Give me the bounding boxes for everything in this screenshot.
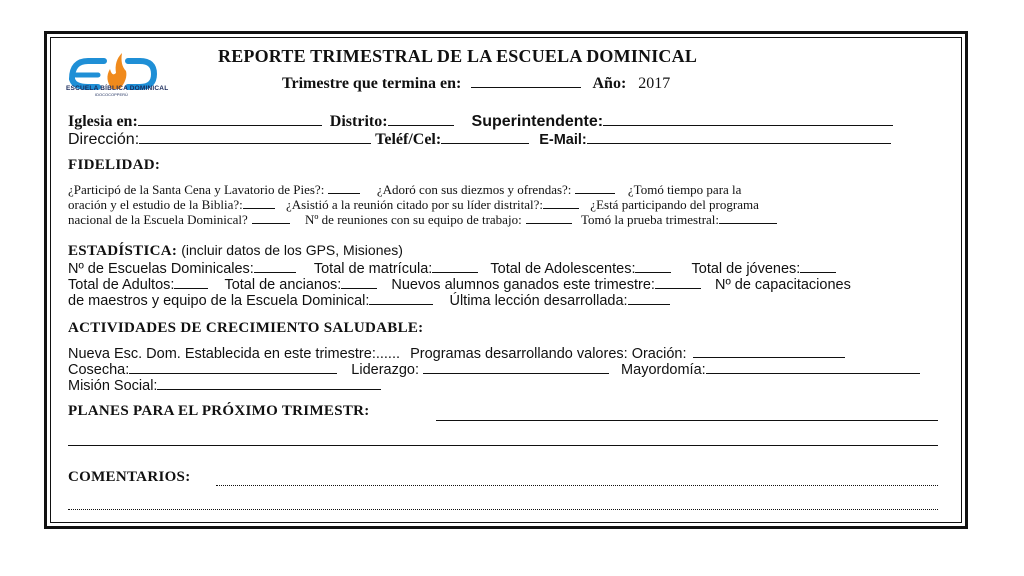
fidelidad-line-2 bbox=[68, 197, 759, 213]
prueba-question: Tomó la prueba trimestral: bbox=[580, 212, 720, 227]
planes-field-1[interactable] bbox=[436, 419, 938, 421]
capacitaciones-label: Nº de capacitaciones bbox=[714, 277, 851, 293]
email-label: E-Mail: bbox=[539, 132, 587, 148]
mision-social-field[interactable] bbox=[157, 388, 381, 390]
trimestre-label: Trimestre que termina en: bbox=[282, 75, 462, 92]
telef-field[interactable] bbox=[441, 142, 529, 144]
iglesia-field[interactable] bbox=[138, 124, 322, 126]
estadistica-line-3 bbox=[68, 293, 670, 309]
liderazgo-field[interactable] bbox=[423, 372, 609, 374]
iglesia-label: Iglesia en: bbox=[68, 113, 138, 130]
cosecha-field[interactable] bbox=[129, 372, 337, 374]
reuniones-field[interactable] bbox=[526, 222, 572, 224]
comentarios-field-1[interactable] bbox=[216, 484, 938, 486]
jovenes-field[interactable] bbox=[800, 271, 836, 273]
year-label: Año: bbox=[592, 75, 627, 92]
jovenes-label: Total de jóvenes: bbox=[691, 261, 801, 277]
escuelas-field[interactable] bbox=[254, 271, 296, 273]
adultos-field[interactable] bbox=[174, 287, 208, 289]
nueva-escuela-label: Nueva Esc. Dom. Establecida en este trimestre:...... bbox=[68, 346, 401, 362]
fidelidad-line-3 bbox=[68, 212, 777, 228]
ultima-leccion-field[interactable] bbox=[628, 303, 670, 305]
nuevos-alumnos-label: Nuevos alumnos ganados este trimestre: bbox=[391, 277, 655, 293]
nuevos-alumnos-field[interactable] bbox=[655, 287, 701, 289]
year-value: 2017 bbox=[638, 75, 671, 92]
distrito-label: Distrito: bbox=[329, 113, 388, 130]
estadistica-line-1 bbox=[68, 261, 836, 277]
trimestre-field[interactable] bbox=[471, 86, 581, 88]
reunion-field[interactable] bbox=[543, 207, 579, 209]
programa-question-start: ¿Está participando del programa bbox=[590, 197, 759, 212]
superintendente-label: Superintendente: bbox=[471, 113, 604, 130]
email-field[interactable] bbox=[587, 142, 891, 144]
ultima-leccion-label: Última lección desarrollada: bbox=[449, 293, 628, 309]
distrito-field[interactable] bbox=[388, 124, 454, 126]
estadistica-heading: ESTADÍSTICA: bbox=[68, 243, 178, 259]
fidelidad-heading: FIDELIDAD: bbox=[68, 157, 161, 173]
matricula-label: Total de matrícula: bbox=[313, 261, 433, 277]
liderazgo-label: Liderazgo: bbox=[351, 362, 420, 378]
mision-social-label: Misión Social: bbox=[68, 378, 158, 394]
estadistica-heading-row bbox=[68, 242, 403, 260]
capacitaciones-field[interactable] bbox=[369, 303, 433, 305]
comentarios-heading: COMENTARIOS: bbox=[68, 469, 191, 485]
actividades-line-2 bbox=[68, 362, 920, 378]
actividades-line-1 bbox=[68, 346, 845, 362]
contact-row-2 bbox=[68, 131, 891, 149]
adolescentes-field[interactable] bbox=[635, 271, 671, 273]
logo-name: ESCUELA BÍBLICA DOMINICAL bbox=[66, 85, 169, 92]
programa-question-end: nacional de la Escuela Dominical? bbox=[68, 212, 248, 227]
actividades-line-3 bbox=[68, 378, 381, 394]
planes-heading: PLANES PARA EL PRÓXIMO TRIMESTR: bbox=[68, 403, 370, 419]
direccion-field[interactable] bbox=[139, 142, 371, 144]
actividades-heading: ACTIVIDADES DE CRECIMIENTO SALUDABLE: bbox=[68, 320, 424, 336]
matricula-field[interactable] bbox=[432, 271, 478, 273]
planes-field-2[interactable] bbox=[68, 444, 938, 446]
reuniones-question: Nº de reuniones con su equipo de trabajo: bbox=[305, 212, 522, 227]
estadistica-line-2 bbox=[68, 277, 851, 293]
comentarios-field-2[interactable] bbox=[68, 508, 938, 510]
programa-field[interactable] bbox=[252, 222, 290, 224]
fidelidad-line-1 bbox=[68, 182, 741, 198]
oracion-label: Programas desarrollando valores: Oración: bbox=[410, 346, 687, 362]
ancianos-label: Total de ancianos: bbox=[224, 277, 342, 293]
adultos-label: Total de Adultos: bbox=[68, 277, 175, 293]
mayordomia-field[interactable] bbox=[706, 372, 920, 374]
oracion-field[interactable] bbox=[243, 207, 275, 209]
oracion-question-start: ¿Tomó tiempo para la bbox=[627, 182, 742, 197]
adolescentes-label: Total de Adolescentes: bbox=[490, 261, 636, 277]
cosecha-label: Cosecha: bbox=[68, 362, 130, 378]
prueba-field[interactable] bbox=[719, 222, 777, 224]
report-title: REPORTE TRIMESTRAL DE LA ESCUELA DOMINICAL bbox=[218, 46, 698, 66]
oracion-program-field[interactable] bbox=[693, 356, 845, 358]
contact-row-1 bbox=[68, 113, 893, 131]
trimestre-row bbox=[282, 75, 670, 93]
reunion-question: ¿Asistió a la reunión citado por su líder distrital?: bbox=[285, 197, 544, 212]
ancianos-field[interactable] bbox=[341, 287, 377, 289]
mayordomia-label: Mayordomía: bbox=[621, 362, 706, 378]
diezmos-question: ¿Adoró con sus diezmos y ofrendas?: bbox=[376, 182, 572, 197]
logo-sub: IDOCOCOPPERÚ bbox=[95, 92, 128, 97]
santa-cena-field[interactable] bbox=[328, 192, 360, 194]
oracion-question-end: oración y el estudio de la Biblia?: bbox=[68, 197, 243, 212]
diezmos-field[interactable] bbox=[575, 192, 615, 194]
direccion-label: Dirección: bbox=[68, 131, 140, 148]
santa-cena-question: ¿Participó de la Santa Cena y Lavatorio de Pies?: bbox=[68, 182, 325, 197]
telef-label: Teléf/Cel: bbox=[375, 131, 442, 148]
estadistica-note: (incluir datos de los GPS, Misiones) bbox=[181, 242, 403, 258]
superintendente-field[interactable] bbox=[603, 124, 893, 126]
escuelas-label: Nº de Escuelas Dominicales: bbox=[68, 261, 254, 277]
capacitaciones-label-end: de maestros y equipo de la Escuela Dominical: bbox=[68, 293, 370, 309]
